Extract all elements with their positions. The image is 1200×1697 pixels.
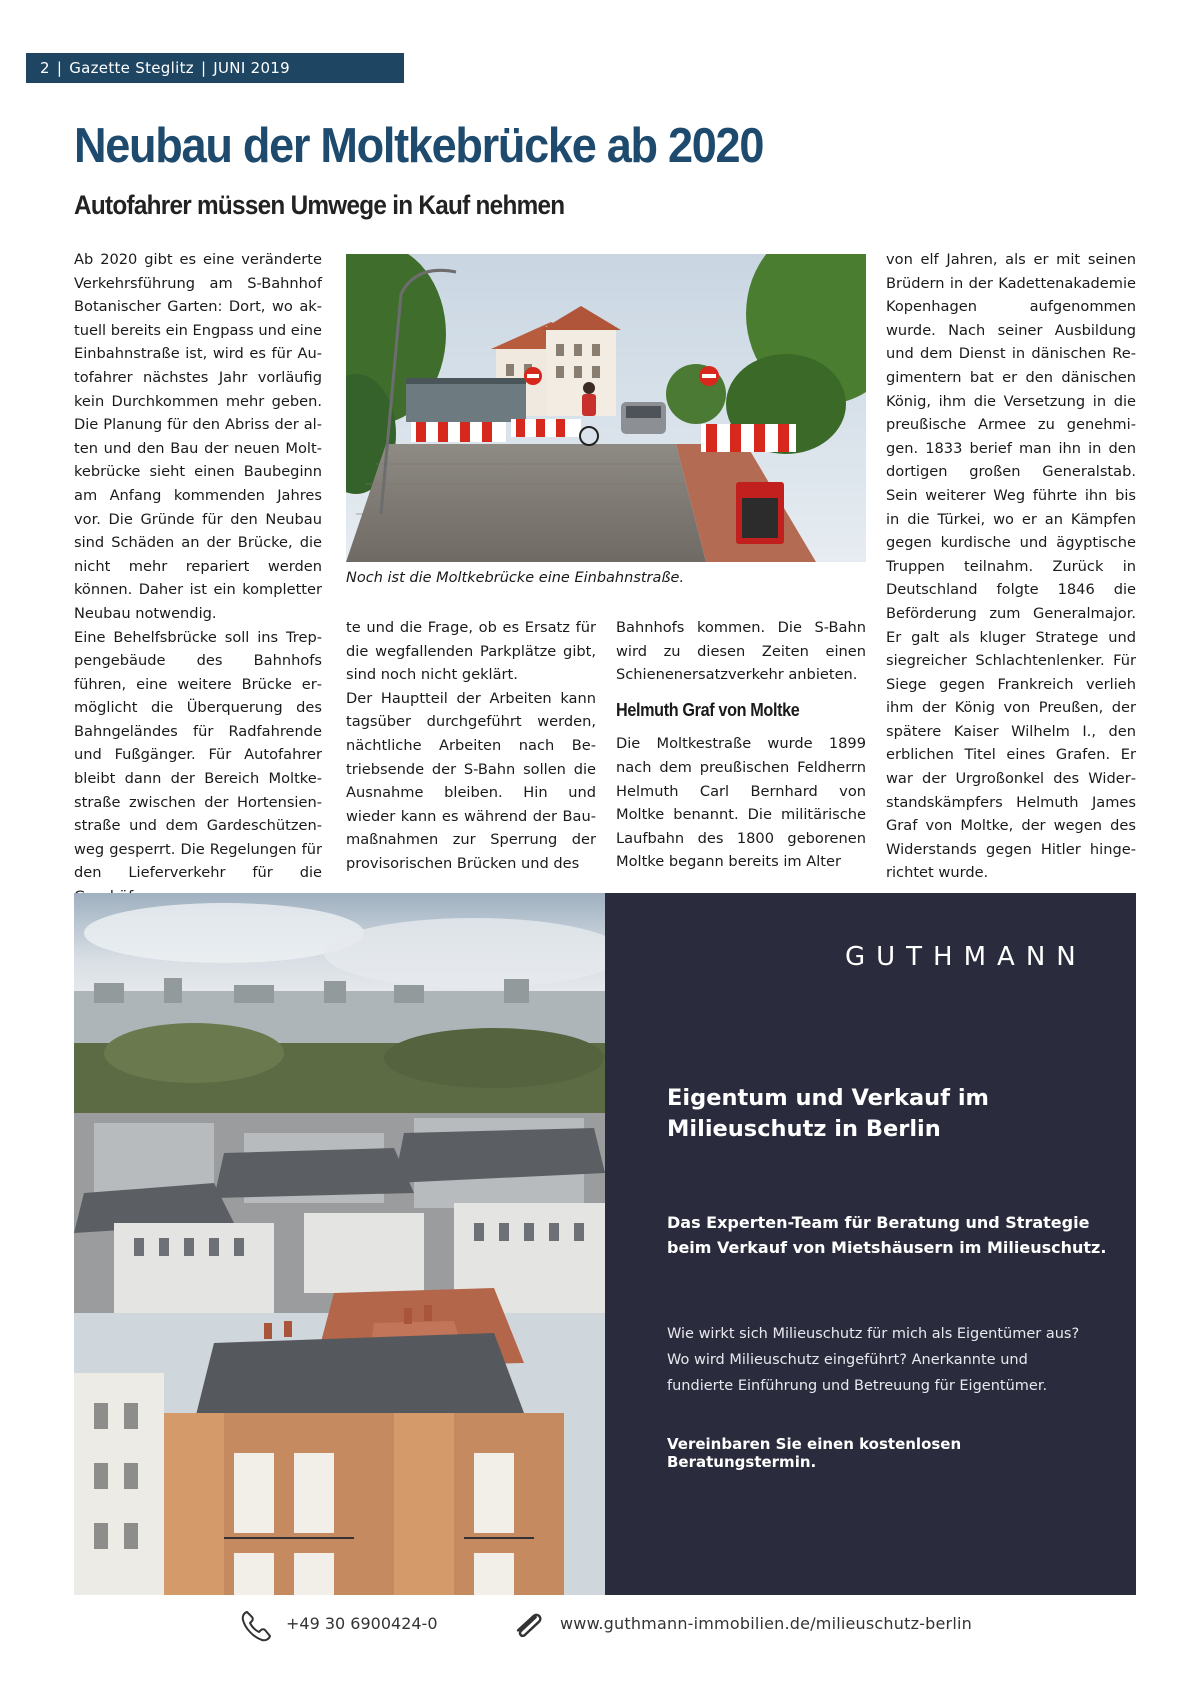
paragraph: von elf Jahren, als er mit seinen Brüdern in der Kadettenakademie Kopenhagen aufgenommen wurde. Nach seiner Ausbildung und dem Dienst in dänischen Regimentern bat er den dänischen König, ihm die Versetzung in die preußische Armee zu genehmigen. 1833 berief man ihn in den dortigen großen Generalstab. Sein weiterer Weg führte ihn bis in die Türkei, wo er an Kämpfen gegen kurdische und ägyptische Truppen teilnahm. Zurück in Deutschland folgte 1846 die Beförderung zum Generalmajor. Er galt als kluger Stratege und siegreicher Schlachtenlenker. Für Siege gegen Frankreich verlieh ihm der König von Preußen, der spätere Kaiser Wilhelm I., den erblichen Titel eines Grafen. Er war der Urgroßonkel des Widerstandskämpfers Helmuth James Graf von Moltke, der wegen des Widerstands gegen Hitler hingerichtet wurde. — [886, 251, 1136, 882]
page-number: 2 — [40, 59, 50, 77]
article-subheadline: Autofahrer müssen Umwege in Kauf nehmen — [74, 190, 565, 220]
publication-name: Gazette Steglitz — [69, 59, 194, 77]
paperclip-icon — [512, 1608, 544, 1644]
article-column-2 — [346, 616, 596, 876]
ad-call-to-action: Vereinbaren Sie einen kostenlosen Beratungstermin. — [667, 1435, 962, 1471]
ad-body: Wie wirkt sich Milieuschutz für mich als Eigentümer aus? Wo wird Milieuschutz eingeführt? Anerkannte und fundierte Einführung und Betreuung für Eigentümer. — [667, 1326, 1080, 1394]
paragraph: Die Moltkestraße wurde 1899 nach dem preußischen Feldherrn Helmuth Carl Bernhard von Moltke benannt. Die militärische Laufbahn des 1800 geborenen Moltke begann bereits im Alter — [616, 735, 866, 871]
paragraph: Der Hauptteil der Arbeiten kann tagsüber durchgeführt werden, nächtliche Arbeiten nach Betriebsende der S-Bahn sollen die Ausnahme bleiben. Hin und wieder kann es während der Baumaßnahmen zur Sperrung der provisorischen Brücken und des — [346, 689, 596, 872]
article-column-3 — [616, 616, 866, 874]
phone-icon — [239, 1608, 275, 1644]
paragraph: Ab 2020 gibt es eine veränderte Verkehrsführung am S-Bahnhof Botanischer Garten: Dort, wo aktuell bereits ein Engpass und eine Einbahnstraße ist, wird es für Autofahrer nächstes Jahr vorläufig kein Durchkommen mehr geben. Die Planung für den Abriss der alten und den Bau der neuen Moltkebrücke sieht einen Baubeginn am Anfang kommenden Jahres vor. Die Gründe für den Neubau sind Schäden an der Brücke, die nicht mehr repariert werden können. Daher ist ein kompletter Neubau notwendig. — [74, 251, 322, 622]
article-column-1 — [74, 248, 322, 909]
paragraph: te und die Frage, ob es Ersatz für die wegfallenden Parkplätze gibt, sind noch nicht geklärt. — [346, 619, 596, 684]
issue-date: JUNI 2019 — [213, 59, 290, 77]
section-heading: Helmuth Graf von Moltke — [616, 699, 800, 720]
photo-caption: Noch ist die Moltkebrücke eine Einbahnstraße. — [346, 570, 685, 586]
bridge-photo — [346, 254, 866, 562]
paragraph: Bahnhofs kommen. Die S-Bahn wird zu diesen Zeiten einen Schienenersatzverkehr anbieten. — [616, 619, 866, 684]
phone-number[interactable]: +49 30 6900424-0 — [286, 1614, 438, 1633]
article-headline: Neubau der Moltkebrücke ab 2020 — [74, 119, 764, 173]
ad-text-panel — [605, 893, 1136, 1595]
page-header: 2 | Gazette Steglitz | JUNI 2019 — [26, 53, 404, 83]
article-column-4 — [886, 248, 1136, 885]
ad-contact-footer — [74, 1600, 1136, 1650]
ad-subtitle: Das Experten-Team für Beratung und Strategie beim Verkauf von Mietshäusern im Milieuschutz. — [667, 1213, 1107, 1257]
guthmann-advertisement — [74, 893, 1136, 1595]
berlin-rooftops-photo — [74, 893, 605, 1595]
ad-title: Eigentum und Verkauf im Milieuschutz in Berlin — [667, 1085, 989, 1142]
paragraph: Eine Behelfsbrücke soll ins Treppengebäude des Bahnhofs führen, eine weitere Brücke ermöglicht die Überquerung des Bahngeländes für Radfahrende und Fußgänger. Für Autofahrer bleibt dann der Bereich Moltkestraße zwischen der Hortensienstraße und dem Gardeschützenweg gesperrt. Die Regelungen für den Lieferverkehr für die — [74, 628, 322, 882]
guthmann-logo: GUTHMANN — [845, 942, 1087, 972]
website-link[interactable]: www.guthmann-immobilien.de/milieuschutz-berlin — [560, 1614, 972, 1633]
